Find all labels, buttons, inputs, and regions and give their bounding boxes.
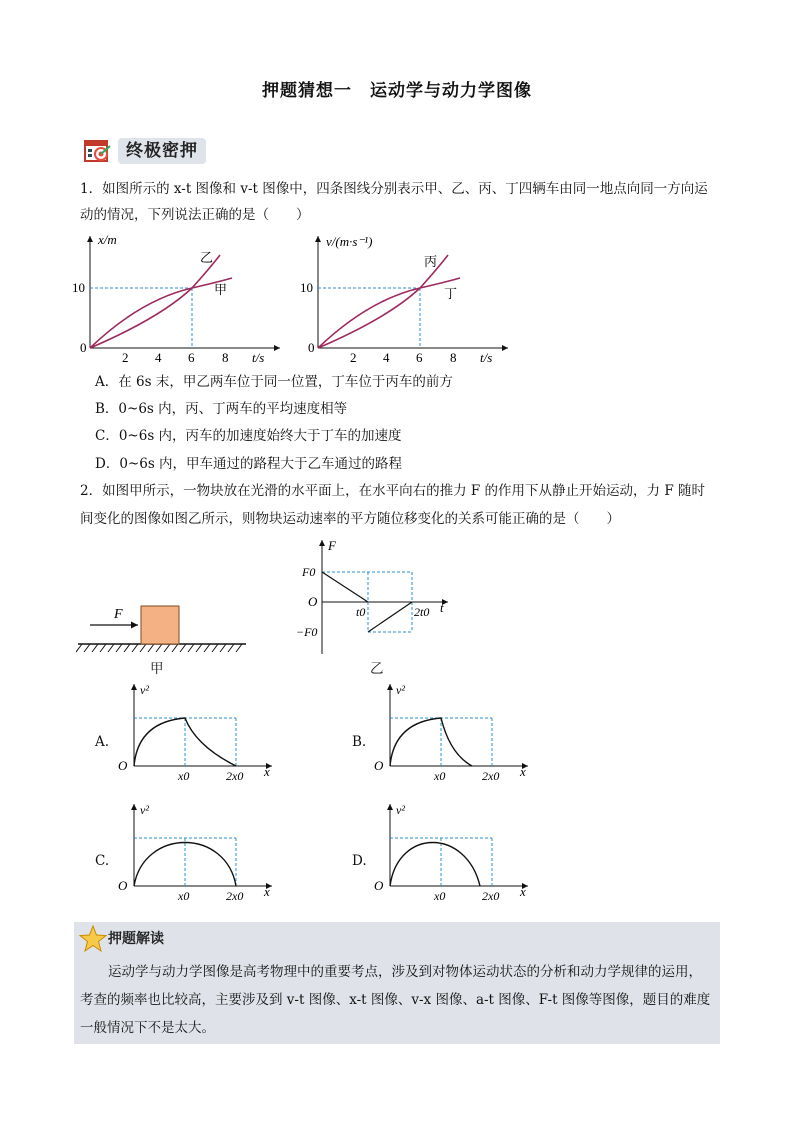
q1g2-xtick-2: 2 <box>350 350 357 365</box>
star-icon <box>78 924 108 954</box>
yi-2t0: 2t0 <box>414 605 430 619</box>
q1g1-ylabel: x/m <box>98 232 117 247</box>
option-b-2x0: 2x0 <box>482 769 500 783</box>
force-line-1 <box>322 572 368 602</box>
option-d-xlabel: x <box>520 884 526 899</box>
interpretation-box <box>74 922 720 1044</box>
option-a-2x0: 2x0 <box>226 769 244 783</box>
q1g1-xtick-6: 6 <box>188 350 195 365</box>
q1g2-xtick-8: 8 <box>450 350 457 365</box>
option-c-x0: x0 <box>178 889 190 903</box>
option-c-2x0: 2x0 <box>226 889 244 903</box>
caption-jia: 甲 <box>150 661 164 677</box>
q2-fig-yi <box>292 536 462 660</box>
badge-label: 终极密押 <box>118 138 206 164</box>
yi-t0: t0 <box>356 605 366 619</box>
q1-stem-line1: 1．如图所示的 x-t 图像和 v-t 图像中，四条图线分别表示甲、乙、丙、丁四辆车由同一地点向同一方向运 <box>80 181 708 197</box>
q2-option-d-graph <box>370 800 536 904</box>
title-left: 押题猜想一 <box>262 81 352 101</box>
label-yi: 乙 <box>200 251 214 266</box>
yi-xlabel: t <box>440 600 444 615</box>
option-b-xlabel: x <box>520 764 526 779</box>
q1-option-c: C．0~6s 内，丙车的加速度始终大于丁车的加速度 <box>95 428 402 444</box>
q1g1-xtick-8: 8 <box>222 350 229 365</box>
q2-fig-jia <box>76 598 252 678</box>
label-ding: 丁 <box>444 287 458 302</box>
q1g2-xlabel: t/s <box>480 350 493 365</box>
q1g2-ytick: 10 <box>300 280 313 295</box>
q2-option-a-graph <box>114 680 280 784</box>
q1-option-d: D．0~6s 内，甲车通过的路程大于乙车通过的路程 <box>95 456 403 472</box>
q1-option-a: A．在 6s 末，甲乙两车位于同一位置，丁车位于丙车的前方 <box>95 374 453 390</box>
option-b-x0: x0 <box>434 769 446 783</box>
option-d-origin: O <box>374 878 384 893</box>
q2-stem-line2: 间变化的图像如图乙所示，则物块运动速率的平方随位移变化的关系可能正确的是（ ） <box>80 511 620 527</box>
option-b-curve <box>390 718 472 766</box>
label-bing: 丙 <box>424 255 438 270</box>
q2-option-a-label: A. <box>95 734 110 750</box>
q2-option-b-label: B. <box>352 734 367 750</box>
q2-option-c-graph <box>114 800 280 904</box>
option-c-origin: O <box>118 878 128 893</box>
page-title <box>0 76 794 101</box>
calendar-target-icon <box>84 138 112 164</box>
q2-stem-line1: 2．如图甲所示，一物块放在光滑的水平面上，在水平向右的推力 F 的作用下从静止开始运动，力 F 随时 <box>80 483 705 499</box>
option-a-origin: O <box>118 758 128 773</box>
q2-option-b-graph <box>370 680 536 784</box>
force-line-2 <box>368 602 412 632</box>
q2-option-d-label: D. <box>352 853 367 869</box>
option-a-xlabel: x <box>264 764 270 779</box>
q1-xt-graph <box>70 228 290 368</box>
interpretation-title: 押题解读 <box>108 931 164 947</box>
option-a-ylabel: v² <box>140 683 149 697</box>
q1g2-origin: 0 <box>308 340 315 355</box>
yi-ylabel: F <box>328 538 336 553</box>
yi-neg-f0: −F0 <box>296 625 318 639</box>
q1-stem-line2: 动的情况，下列说法正确的是（ ） <box>80 207 310 223</box>
section-badge <box>84 136 224 166</box>
q1g1-ytick: 10 <box>72 280 85 295</box>
option-c-ylabel: v² <box>140 803 149 817</box>
q1g1-origin: 0 <box>80 340 87 355</box>
q1g2-xtick-6: 6 <box>416 350 423 365</box>
option-a-x0: x0 <box>178 769 190 783</box>
block <box>141 606 179 644</box>
q1-vt-graph <box>298 228 518 368</box>
yi-origin: O <box>308 594 318 609</box>
q2-option-c-label: C. <box>95 853 110 869</box>
label-jia: 甲 <box>214 283 228 298</box>
q1g1-xlabel: t/s <box>252 350 265 365</box>
option-d-curve <box>390 843 480 887</box>
q1g1-xtick-2: 2 <box>122 350 129 365</box>
force-label: F <box>114 607 123 622</box>
caption-yi: 乙 <box>370 661 384 677</box>
q1g1-xtick-4: 4 <box>155 350 162 365</box>
option-d-ylabel: v² <box>396 803 405 817</box>
title-right: 运动学与动力学图像 <box>370 81 532 101</box>
yi-f0: F0 <box>302 565 316 579</box>
option-b-ylabel: v² <box>396 683 405 697</box>
q1g2-ylabel: v/(m·s⁻¹) <box>326 234 373 249</box>
option-d-x0: x0 <box>434 889 446 903</box>
q1-option-b: B．0~6s 内，丙、丁两车的平均速度相等 <box>95 401 348 417</box>
option-b-origin: O <box>374 758 384 773</box>
option-c-xlabel: x <box>264 884 270 899</box>
option-d-2x0: 2x0 <box>482 889 500 903</box>
interpretation-body: 运动学与动力学图像是高考物理中的重要考点，涉及到对物体运动状态的分析和动力学规律的运用，考查的频率也比较高，主要涉及到 v-t 图像、x-t 图像、v-x 图像、a-t 图像、F-t 图像等图像，题目的难度一般情况下不是太大。 <box>80 964 711 1036</box>
q1g2-xtick-4: 4 <box>383 350 390 365</box>
